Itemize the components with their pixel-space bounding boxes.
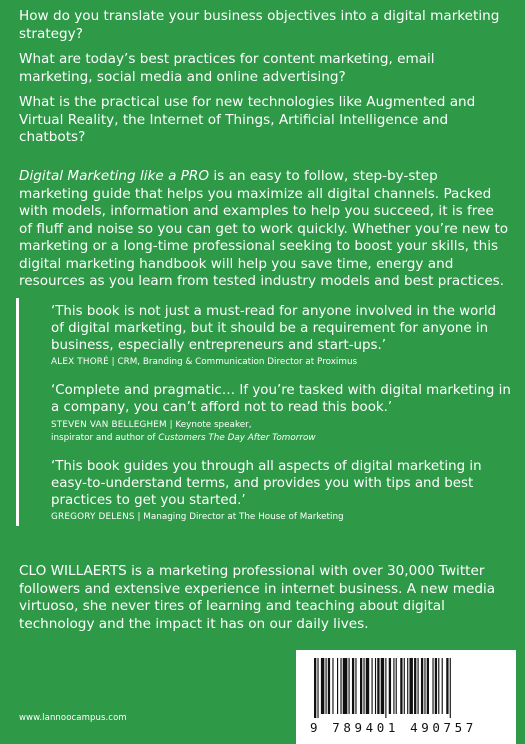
intro-question-2: What are today’s best practices for content marketing, email marketing, social media and online advertising? — [19, 51, 435, 85]
quote-author-role: | Keynote speaker, — [166, 419, 252, 430]
quote-text: ‘Complete and pragmatic… If you’re tasked with digital marketing in a company, you can’t afford not to read this book.’ — [51, 383, 511, 416]
book-title: Digital Marketing like a PRO — [19, 168, 210, 184]
quote-author: STEVEN VAN BELLEGHEM — [51, 419, 167, 430]
publisher-website: www.lannoocampus.com — [19, 713, 127, 723]
barcode-icon — [310, 658, 502, 718]
quote-attribution — [51, 419, 511, 445]
book-description — [19, 168, 511, 291]
testimonial — [51, 459, 511, 524]
quote-author-role: | CRM, Branding & Communication Director at Proximus — [108, 357, 358, 368]
intro-question-1: How do you translate your business objectives into a digital marketing strategy? — [19, 8, 500, 42]
quote-text: ‘This book guides you through all aspects of digital marketing in easy-to-understand terms, and provides you with tips and best practices to get you started.’ — [51, 458, 482, 508]
book-description-text: is an easy to follow, step-by-step marketing guide that helps you maximize all digital channels. Packed with models, information and examples to help you succeed, it is free of fluff and noise so you can get to work quickly. Whether you’re new to marketing or a long-time professional seeking to boost your skills, this digital marketing handbook will help you save time, energy and resources as you learn from tested industry models and best practices. — [19, 168, 509, 289]
barcode-panel — [296, 650, 516, 744]
quote-attribution — [51, 356, 511, 369]
testimonial — [51, 383, 511, 445]
quote-text: ‘This book is not just a must-read for anyone involved in the world of digital marketing, but it should be a requirement for anyone in business, especially entrepreneurs and start-ups.’ — [51, 304, 497, 353]
quote-author: ALEX THORÉ — [51, 357, 109, 368]
quote-attribution — [51, 511, 511, 524]
quotes-divider-bar — [16, 298, 19, 526]
intro-questions — [19, 8, 509, 155]
quote-author-role-cont: inspirator and author of — [51, 432, 159, 443]
quote-author-book: Customers The Day After Tomorrow — [158, 432, 316, 443]
quote-author-role: | Managing Director at The House of Marketing — [134, 512, 344, 523]
testimonial — [51, 304, 511, 369]
author-bio: CLO WILLAERTS is a marketing professional with over 30,000 Twitter followers and extensive experience in internet business. A new media virtuoso, she never tires of learning and teaching about digital technology and the impact it has on our daily lives. — [19, 563, 496, 632]
quote-author: GREGORY DELENS — [51, 512, 135, 523]
testimonials — [51, 304, 511, 538]
intro-question-3: What is the practical use for new technologies like Augmented and Virtual Reality, the Internet of Things, Artificial Intelligence and chatbots? — [19, 94, 476, 145]
isbn-number: 9 789401 490757 — [310, 720, 477, 735]
